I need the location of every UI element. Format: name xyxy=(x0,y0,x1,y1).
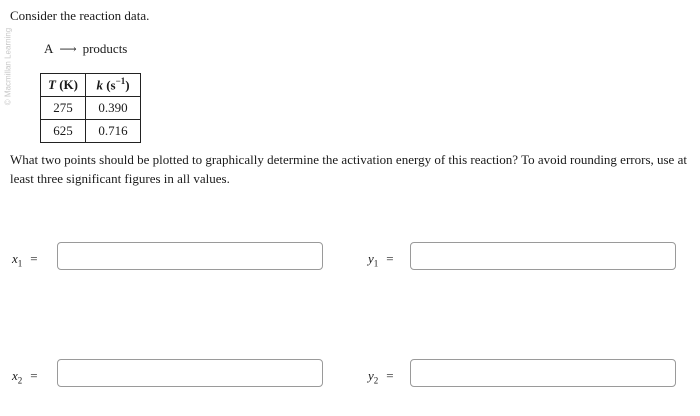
y2-input[interactable] xyxy=(410,359,676,387)
temperature-cell: 275 xyxy=(41,97,86,120)
column-header-rate-constant: k $(s^{-1})$ xyxy=(86,74,141,97)
intro-text: Consider the reaction data. xyxy=(10,8,150,23)
x1-input[interactable] xyxy=(57,242,323,270)
column-header-temperature: T (K) xyxy=(41,74,86,97)
x2-label: $x_2$ = xyxy=(12,368,38,386)
y2-label: $y_2$ = xyxy=(368,368,394,386)
question-text: What two points should be plotted to graphically determine the activation energy of this reaction? To avoid rounding errors, use at least three significant figures in all values. xyxy=(10,152,687,186)
reactant-label: A xyxy=(44,41,54,56)
table-row xyxy=(41,97,141,120)
copyright-watermark: © Macmillan Learning xyxy=(3,27,13,106)
reaction-data-table xyxy=(40,73,141,143)
y1-input[interactable] xyxy=(410,242,676,270)
reaction-arrow-icon: ⟶ xyxy=(59,42,77,56)
table-row xyxy=(41,120,141,143)
rate-constant-cell: 0.390 xyxy=(86,97,141,120)
reaction-equation xyxy=(44,41,127,57)
rate-constant-cell: 0.716 xyxy=(86,120,141,143)
x1-label: $x_1$ = xyxy=(12,251,38,269)
table-header-row xyxy=(41,74,141,97)
y1-label: $y_1$ = xyxy=(368,251,394,269)
x2-input[interactable] xyxy=(57,359,323,387)
product-label: products xyxy=(82,41,128,56)
temperature-cell: 625 xyxy=(41,120,86,143)
